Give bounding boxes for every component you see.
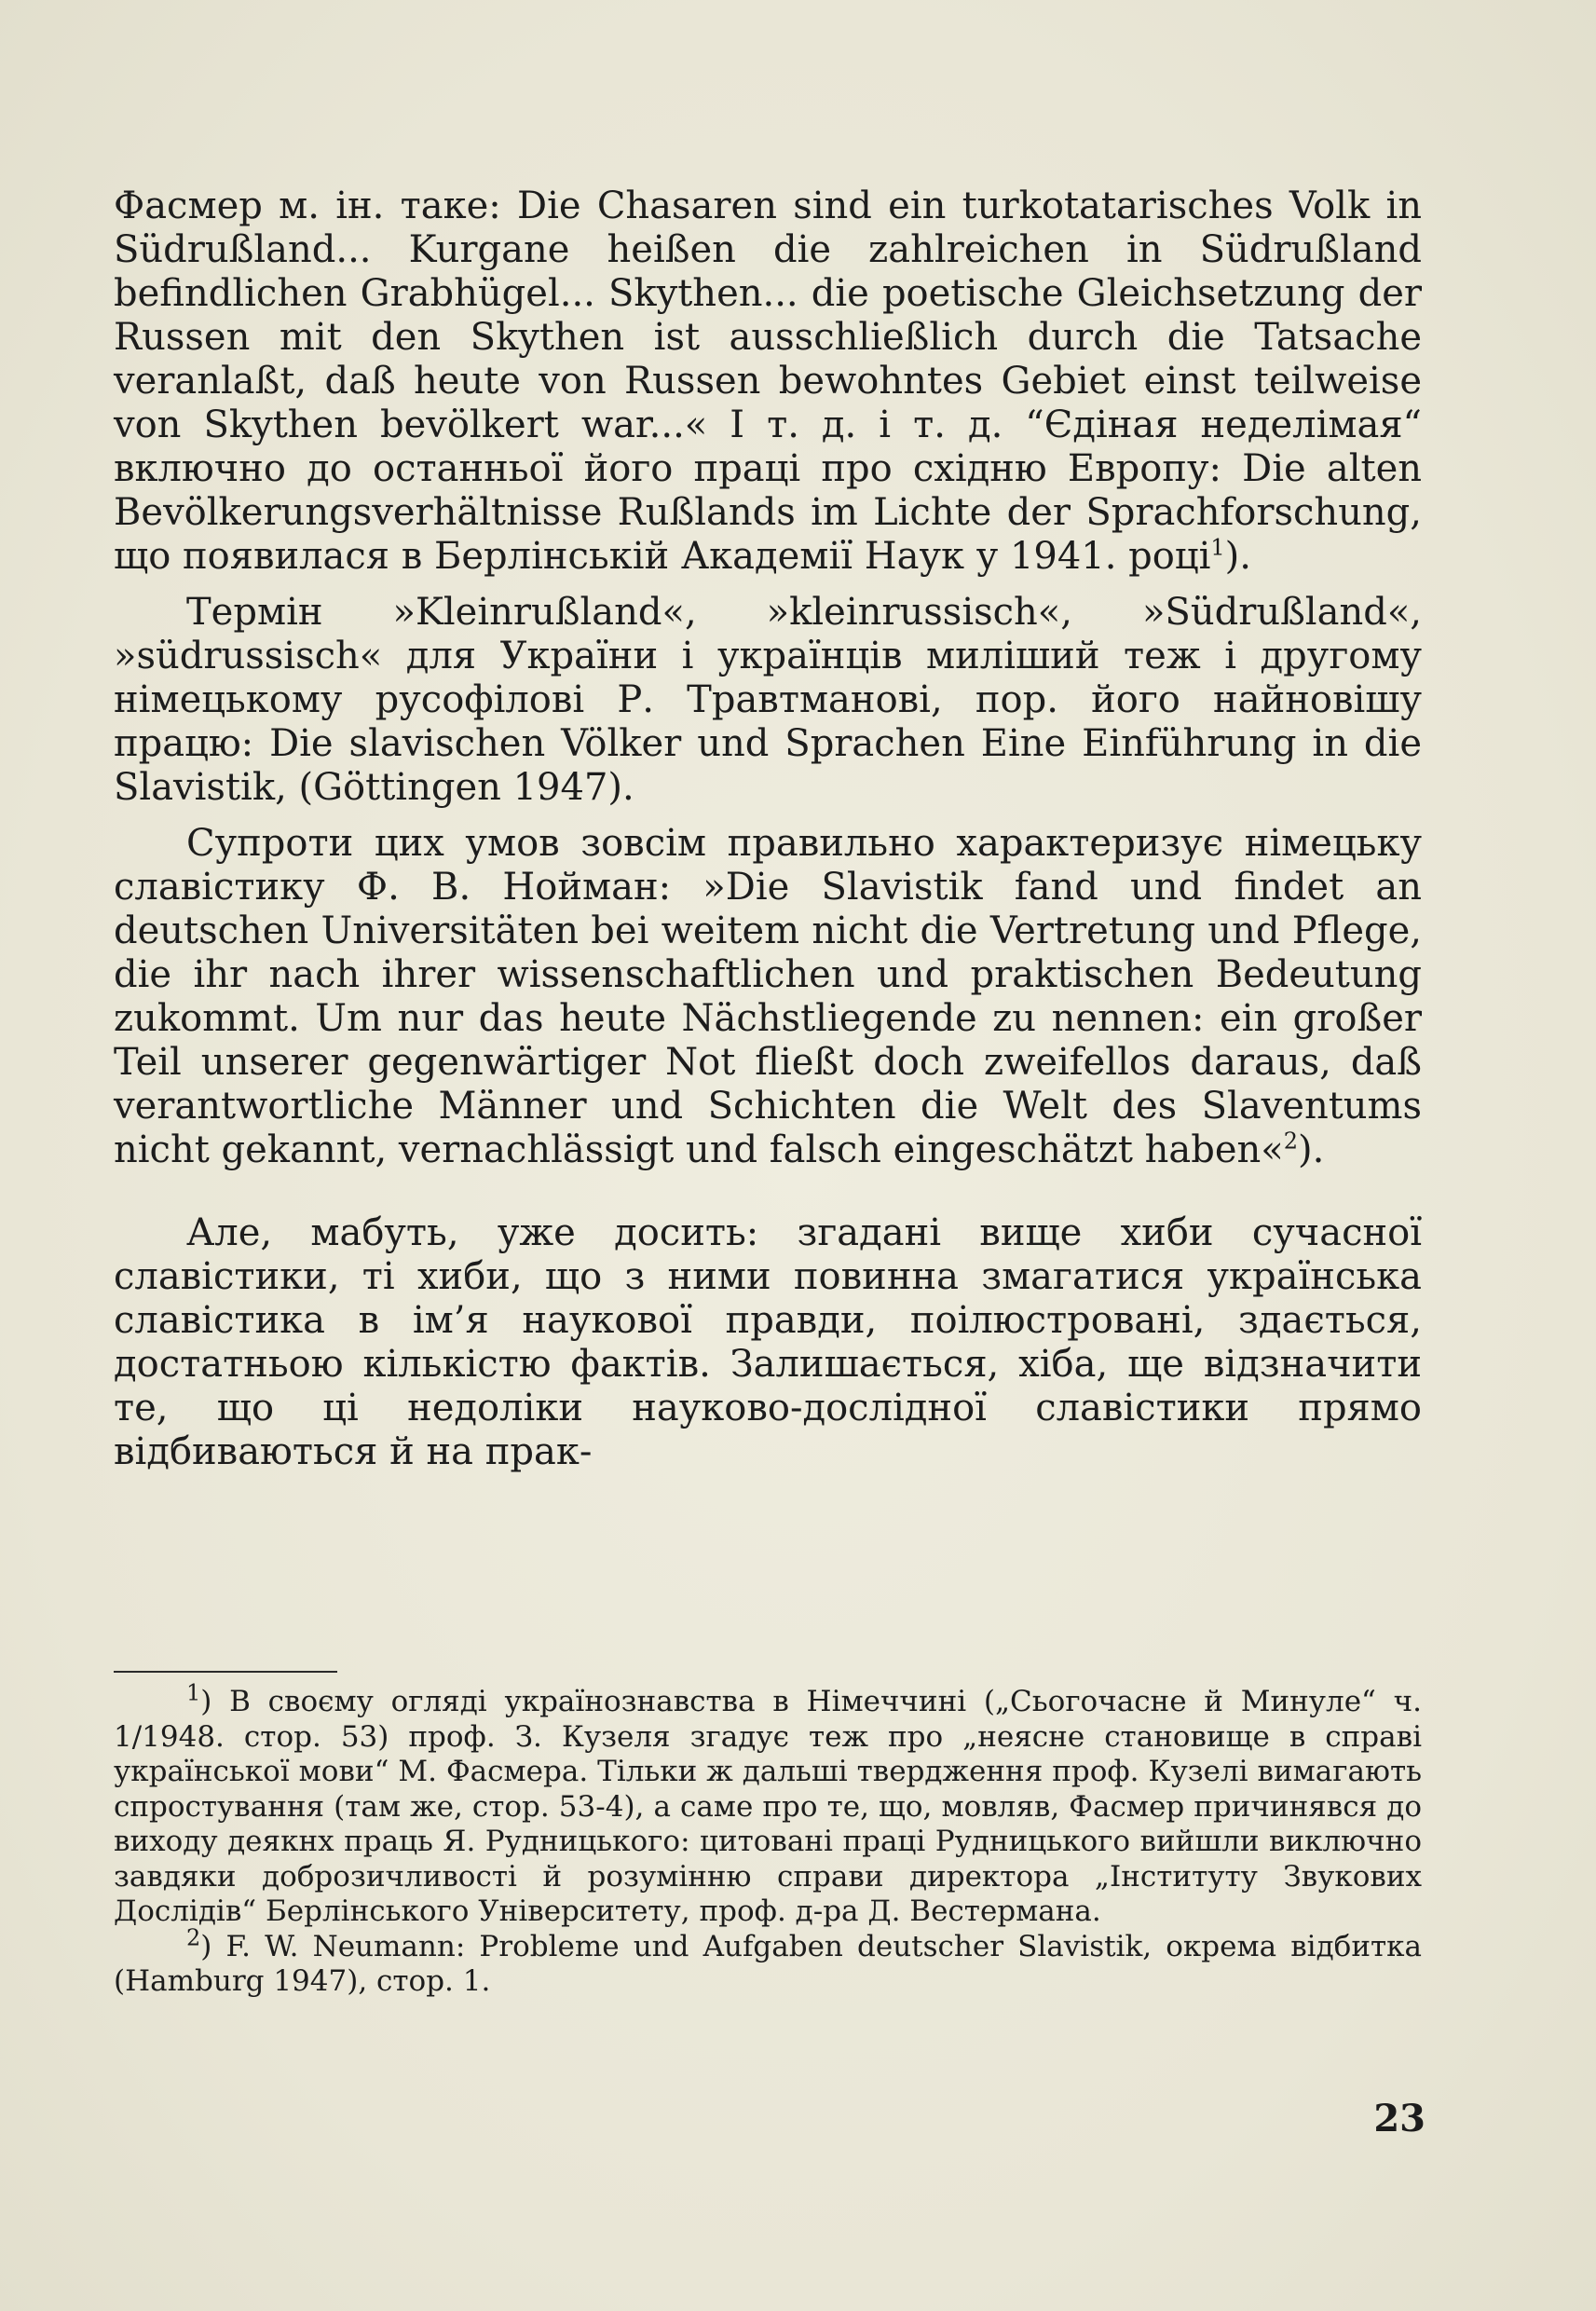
- footnotes: [114, 1679, 1422, 2000]
- footnote-1-mark-wrap: [114, 1679, 201, 1718]
- page-number: 23: [1373, 2097, 1425, 2140]
- paragraph-3-text: Супроти цих умов зовсім правильно характеризує німецьку славістику Ф. В. Нойман: »Die Slavistik fand und findet an deutschen Universitäten bei weitem nicht die Vertretung und Pflege, die ihr nach ihrer wissenschaftlichen und praktischen Bedeutung zukommt. Um nur das heute Nächstliegende zu nennen: ein großer Teil unserer gegenwärtiger Not fließt doch zweifellos daraus, daß verantwortliche Männer und Schichten die Welt des Slaventums nicht gekannt, vernachlässigt und falsch eingeschätzt haben«: [114, 822, 1422, 1171]
- footnote-ref-2: 2: [1283, 1128, 1299, 1155]
- footnote-1-text: ) В своєму огляді українознавства в Німеччині („Сьогочасне й Минуле“ ч. 1/1948. стор. 53) проф. З. Кузеля згадує теж про „неясне становище в справі української мови“ М. Фасмера. Тільки ж дальші твердження проф. Кузелі вимагають спростування (там же, стор. 53-4), а саме про те, що, мовляв, Фасмер причинявся до виходу деякнх праць Я. Рудницького: цитовані праці Рудницького вийшли виключно завдяки доброзичливості й розумінню справи директора „Інституту Звукових Дослідів“ Берлінського Університету, проф. д-ра Д. Вестермана.: [114, 1685, 1422, 1928]
- paragraph-4-text: Але, мабуть, уже досить: згадані вище хиби сучасної славістики, ті хиби, що з ними повинна змагатися українська славістика в ім’я наукової правди, поілюстровані, здається, достатньою кількістю фактів. Залишається, хіба, ще відзначити те, що ці недоліки науково-дослідної славістики прямо відбиваються й на прак-: [114, 1211, 1422, 1473]
- footnote-divider: [114, 1671, 337, 1673]
- paragraph-4: [114, 1211, 1422, 1474]
- footnote-ref-1: 1: [1210, 534, 1225, 561]
- paragraph-1-tail: ).: [1224, 535, 1251, 578]
- footnote-1: [114, 1679, 1422, 1930]
- footnote-2: [114, 1924, 1422, 2000]
- paragraph-3: [114, 822, 1422, 1172]
- paragraph-2: [114, 591, 1422, 810]
- main-text: [114, 185, 1422, 1474]
- footnote-2-mark-wrap: [114, 1924, 201, 1963]
- paragraph-3-tail: ).: [1298, 1128, 1325, 1171]
- footnote-1-mark: 1: [186, 1679, 201, 1706]
- footnote-2-text: ) F. W. Neumann: Probleme und Aufgaben deutscher Slavistik, окрема відбитка (Hamburg 1947), стор. 1.: [114, 1929, 1422, 1998]
- paragraph-1: [114, 185, 1422, 579]
- paragraph-2-text: Термін »Kleinrußland«, »kleinrussisch«, »Südrußland«, »südrussisch« для України і українців миліший теж і другому німецькому русофілові Р. Травтманові, пор. його найновішу працю: Die slavischen Völker und Sprachen Eine Einführung in die Slavistik, (Göttingen 1947).: [114, 591, 1422, 809]
- paragraph-1-text: Фасмер м. ін. таке: Die Chasaren sind ein turkotatarisches Volk in Südrußland... Kurgane heißen die zahlreichen in Südrußland befindlichen Grabhügel... Skythen... die poetische Gleichsetzung der Russen mit den Skythen ist ausschließlich durch die Tatsache veranlaßt, daß heute von Russen bewohntes Gebiet einst teilweise von Skythen bevölkert war...« І т. д. і т. д. “Єдіная неделімая“ включно до останньої його праці про східню Европу: Die alten Bevölkerungsverhältnisse Rußlands im Lichte der Sprachforschung, що появилася в Берлінській Академії Наук у 1941. році: [114, 185, 1422, 578]
- footnote-2-mark: 2: [186, 1924, 201, 1951]
